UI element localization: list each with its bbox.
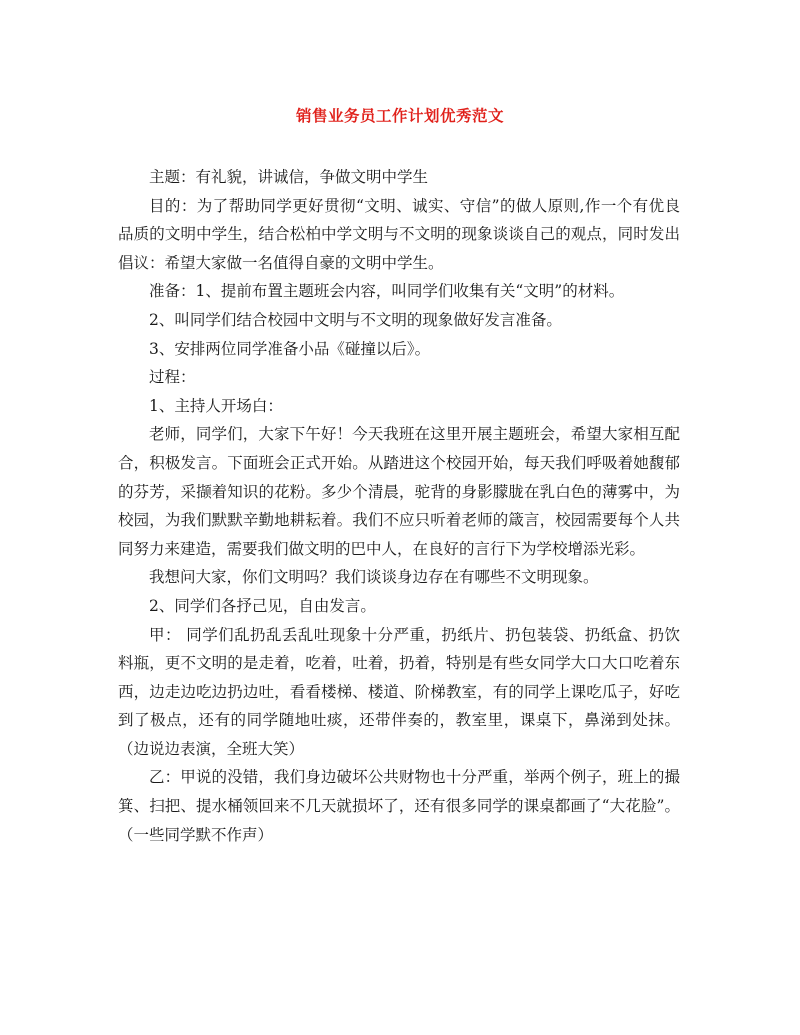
- paragraph-topic: 主题：有礼貌，讲诚信，争做文明中学生: [149, 168, 429, 186]
- paragraph-purpose: 目的：为了帮助同学更好贯彻“文明、诚实、守信”的做人原则,作一个有优良品质的文明中学生，结合松柏中学文明与不文明的现象谈谈自己的观点，同时发出倡议：希望大家做一名值得自豪的文明中学生。: [118, 196, 680, 272]
- paragraph-preparation-3: 3、安排两位同学准备小品《碰撞以后》。: [149, 339, 431, 358]
- paragraph-student-b: 乙：甲说的没错，我们身边破坏公共财物也十分严重，举两个例子，班上的撮箕、扫把、提水桶领回来不几天就损坏了，还有很多同学的课桌都画了“大花脸”。（一些同学默不作声）: [118, 768, 680, 844]
- paragraph-question: 我想问大家，你们文明吗？我们谈谈身边存在有哪些不文明现象。: [149, 568, 599, 587]
- document-title: 销售业务员工作计划优秀范文: [295, 106, 504, 125]
- paragraph-student-a: 甲： 同学们乱扔乱丢乱吐现象十分严重，扔纸片、扔包装袋、扔纸盒、扔饮料瓶，更不文明的是走着，吃着，吐着，扔着，特别是有些女同学大口大口吃着东西，边走边吃边扔边吐，看看楼梯、楼道、阶梯教室，有的同学上课吃瓜子，好吃到了极点，还有的同学随地吐痰，还带伴奏的，教室里，课桌下，鼻涕到处抹。（边说边表演，全班大笑）: [118, 625, 680, 758]
- paragraph-discussion-heading: 2、同学们各抒己见，自由发言。: [149, 596, 376, 615]
- paragraph-host-opening-heading: 1、主持人开场白：: [149, 396, 283, 415]
- paragraph-process-heading: 过程：: [149, 368, 196, 387]
- paragraph-preparation-1: 准备：1、提前布置主题班会内容，叫同学们收集有关“文明”的材料。: [149, 282, 625, 301]
- paragraph-preparation-2: 2、叫同学们结合校园中文明与不文明的现象做好发言准备。: [149, 310, 562, 329]
- paragraph-host-opening-speech: 老师，同学们，大家下午好！今天我班在这里开展主题班会，希望大家相互配合，积极发言。下面班会正式开始。从踏进这个校园开始，每天我们呼吸着她馥郁的芬芳，采撷着知识的花粉。多少个清晨，驼背的身影朦胧在乳白色的薄雾中，为校园，为我们默默辛勤地耕耘着。我们不应只听着老师的箴言，校园需要每个人共同努力来建造，需要我们做文明的巴中人，在良好的言行下为学校增添光彩。: [118, 425, 680, 558]
- document-body: [118, 163, 680, 849]
